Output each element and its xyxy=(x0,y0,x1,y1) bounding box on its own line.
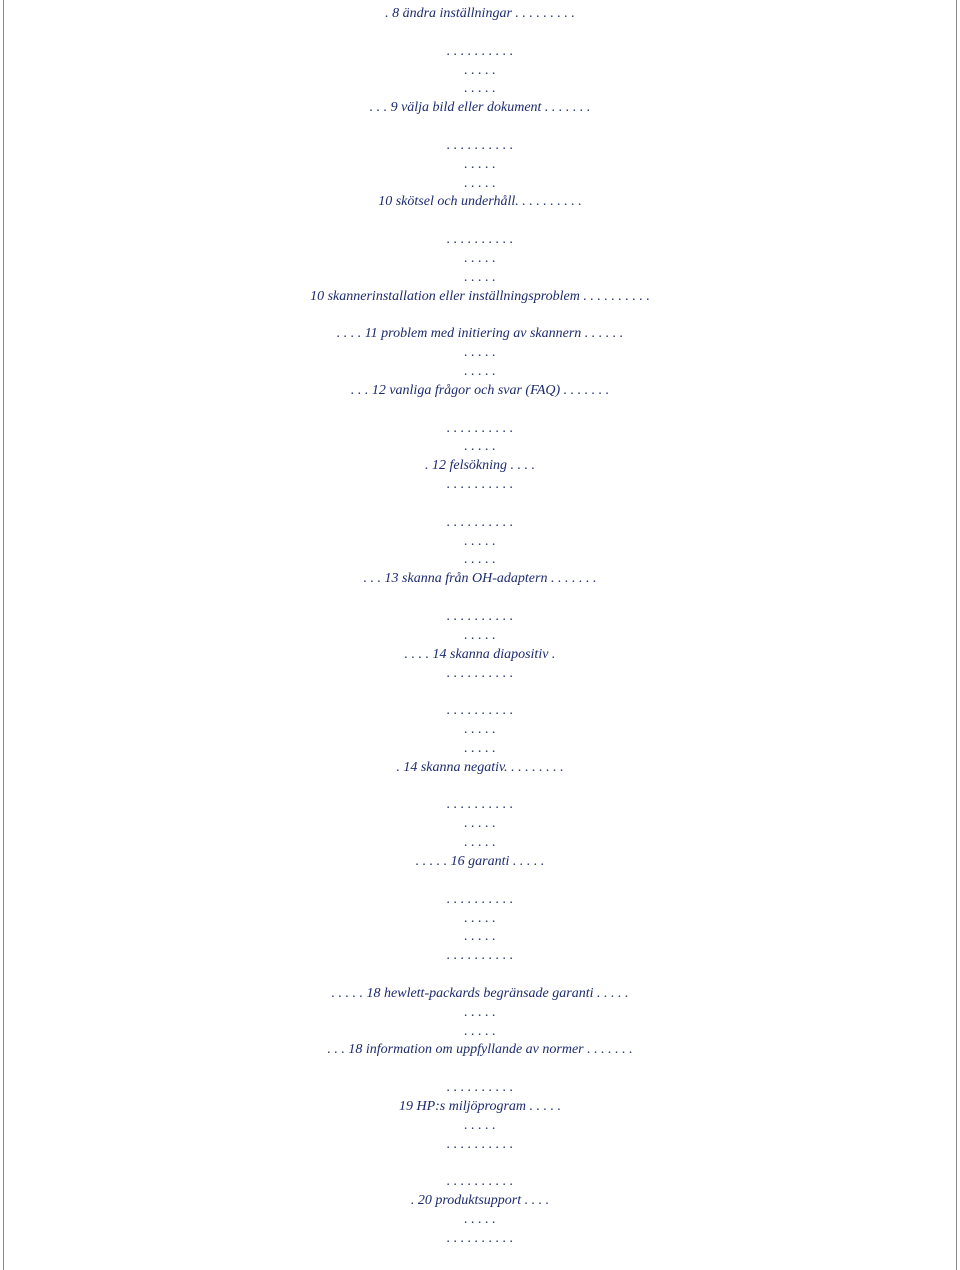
toc-line: . . . . . xyxy=(464,740,496,756)
toc-line: . . . . . xyxy=(464,250,496,266)
toc-line: . . . . . . . . . . xyxy=(446,665,514,681)
toc-line xyxy=(0,683,960,702)
toc-line: . . . . . xyxy=(464,910,496,926)
toc-line: . . . . . 16 garanti . . . . . xyxy=(415,853,545,869)
toc-line: . . . . . . . . . . xyxy=(446,1136,514,1152)
toc-line xyxy=(0,495,960,514)
toc-line: . . . . . . . . . . xyxy=(446,232,514,248)
toc-line: . . . . . . . . . . xyxy=(446,420,514,436)
toc-line: . 14 skanna negativ. . . . . . . . . xyxy=(396,759,564,775)
toc-line: . . . . . . . . . . xyxy=(446,797,514,813)
toc-line: . . . . . . . . . . xyxy=(446,477,514,493)
toc-line xyxy=(0,589,960,608)
toc-line xyxy=(0,24,960,43)
toc-line: . . . . . xyxy=(464,364,496,380)
toc-line: . . . . . . . . . . xyxy=(446,43,514,59)
toc-line: . 20 produktsupport . . . . xyxy=(410,1193,550,1209)
toc-line: . . . . . . . . . . xyxy=(446,703,514,719)
toc-line: . . . . . . . . . . xyxy=(446,137,514,153)
toc-line: . . . . . . . . . . xyxy=(446,514,514,530)
toc-line: . . . . . xyxy=(464,269,496,285)
toc-line: . 12 felsökning . . . . xyxy=(424,458,536,474)
toc-line: . . . . . xyxy=(464,835,496,851)
toc-line xyxy=(0,966,960,985)
toc-line xyxy=(0,118,960,137)
toc-line: . . . . . xyxy=(464,175,496,191)
toc-line: . . . . . xyxy=(464,156,496,172)
toc-line: . . . . . . . . . . xyxy=(446,609,514,624)
toc-line: . . . . . 18 hewlett-packards begränsade garanti . . . . . xyxy=(331,985,629,1001)
table-of-contents xyxy=(0,5,960,1249)
toc-line: . . . 9 välja bild eller dokument . . . . . . . xyxy=(369,100,591,116)
toc-line: . . . . . . . . . . xyxy=(446,1080,514,1096)
toc-line xyxy=(0,307,960,326)
toc-line: . . . . 14 skanna diapositiv . xyxy=(404,646,556,662)
toc-line xyxy=(0,1154,960,1173)
toc-line: . . . . . xyxy=(464,1212,496,1227)
toc-line: 19 HP:s miljöprogram . . . . . xyxy=(398,1098,562,1114)
toc-line: . . . . . . . . . . xyxy=(446,948,514,964)
toc-line: . . . . . xyxy=(464,552,496,568)
toc-line: . . . . . . . . . . xyxy=(446,1230,514,1246)
toc-line: . . . . . xyxy=(464,929,496,945)
toc-line: . 8 ändra inställningar . . . . . . . . . xyxy=(385,6,575,21)
toc-line xyxy=(0,212,960,231)
toc-line: . . . . . xyxy=(464,62,496,78)
toc-line: . . . 13 skanna från OH-adaptern . . . . . . . xyxy=(363,571,597,587)
toc-line: . . . . . xyxy=(464,345,496,361)
toc-line xyxy=(0,401,960,420)
toc-line: . . . . 11 problem med initiering av skannern . . . . . . xyxy=(336,326,624,342)
toc-line: . . . . . xyxy=(464,816,496,832)
toc-line: . . . . . . . . . . xyxy=(446,891,514,907)
toc-line: . . . 12 vanliga frågor och svar (FAQ) . . . . . . . xyxy=(350,382,610,398)
toc-line: . . . . . xyxy=(464,1004,496,1020)
toc-line: 10 skötsel och underhåll. . . . . . . . . . xyxy=(378,194,582,210)
toc-line: . . . . . xyxy=(464,81,496,97)
toc-line: . . . . . . . . . . xyxy=(446,1174,514,1190)
toc-line xyxy=(0,872,960,891)
toc-line: . . . . . xyxy=(464,1117,496,1133)
toc-line: . . . . . xyxy=(464,722,496,738)
toc-line xyxy=(0,778,960,797)
toc-line xyxy=(0,1060,960,1079)
toc-line: . . . 18 information om uppfyllande av normer . . . . . . . xyxy=(327,1042,633,1058)
toc-line: 10 skannerinstallation eller inställningsproblem . . . . . . . . . . xyxy=(310,288,650,304)
toc-line: . . . . . xyxy=(464,439,496,455)
toc-line: . . . . . xyxy=(464,533,496,549)
toc-line: . . . . . xyxy=(464,627,496,643)
toc-line: . . . . . xyxy=(464,1023,496,1039)
